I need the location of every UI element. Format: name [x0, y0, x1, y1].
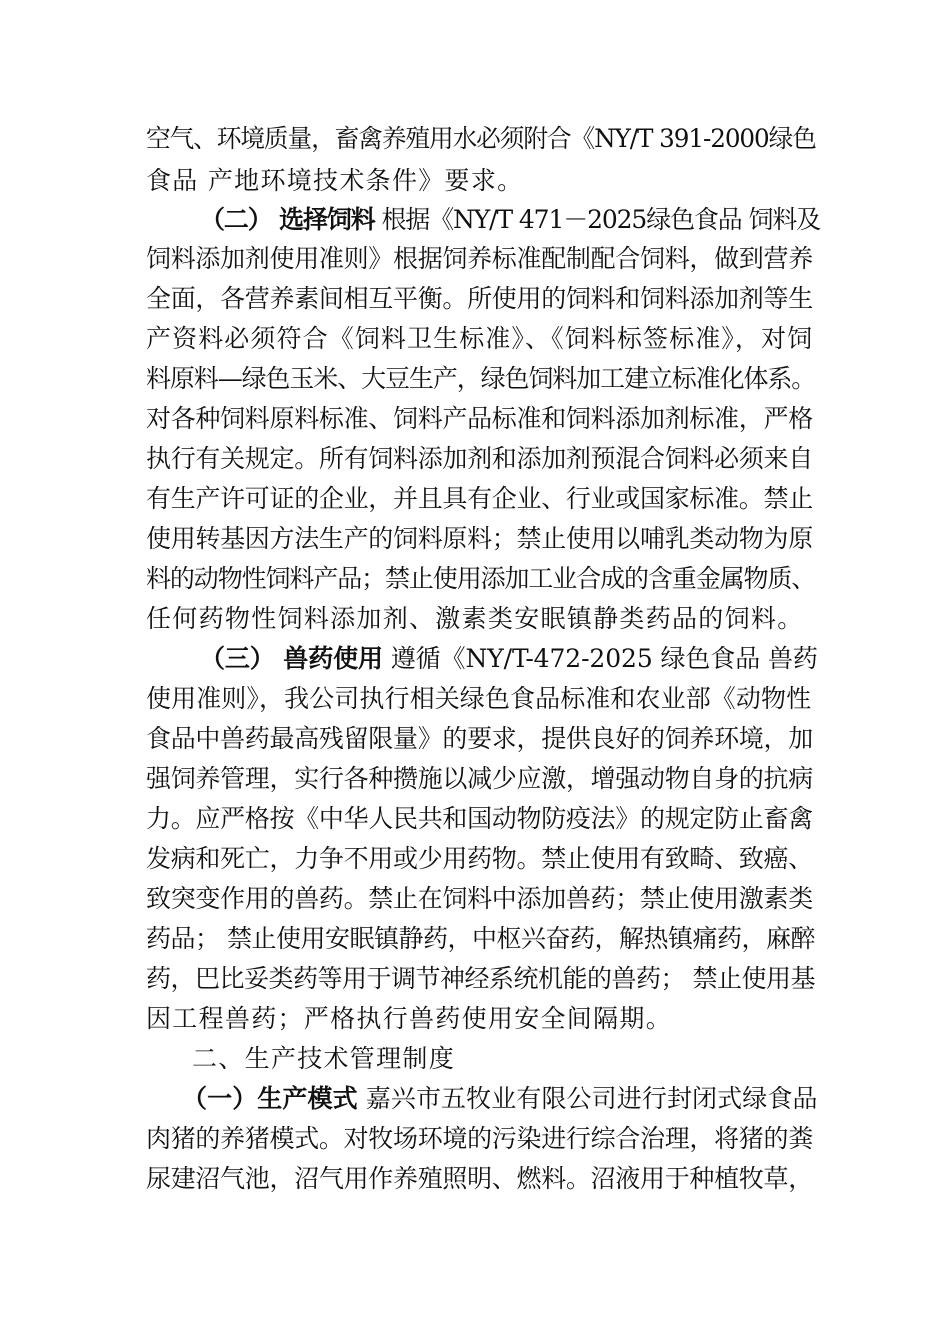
text-line-20: 致突变作用的兽药。禁止在饲料中添加兽药；禁止使用激素类	[146, 884, 813, 913]
text-line-2: 食品 产地环境技术条件》要求。	[146, 166, 524, 195]
text-line-11: 使用转基因方法生产的饲料原料；禁止使用以哺乳类动物为原	[146, 524, 813, 553]
text-line-7: 料原料—绿色玉米、大豆生产，绿色饲料加工建立标准化体系。	[146, 364, 816, 393]
heading-vet-drug-use: （三） 兽药使用	[200, 644, 383, 673]
text-line-22: 药，巴比妥类药等用于调节神经系统机能的兽药； 禁止使用基	[146, 964, 815, 993]
text-line-8: 对各种饲料原料标准、饲料产品标准和饲料添加剂标准，严格	[146, 404, 813, 433]
text-line-13: 任何药物性饲料添加剂、激素类安眠镇静类药品的饲料。	[146, 604, 804, 633]
text-line-5: 全面，各营养素间相互平衡。所使用的饲料和饲料添加剂等生	[146, 284, 813, 313]
text-line-4: 饲料添加剂使用准则》根据饲养标准配制配合饲料，做到营养	[146, 244, 813, 273]
text-line-15: 使用准则》，我公司执行相关绿色食品标准和农业部《动物性	[146, 684, 812, 713]
text-line-26: 尿建沼气池，沼气用作养殖照明、燃料。沼液用于种植牧草，	[146, 1164, 813, 1193]
text-line-6: 产资料必须符合《饲料卫生标准》、《饲料标签标准》，对饲	[146, 324, 814, 353]
text-line-18: 力。应严格按《中华人民共和国动物防疫法》的规定防止畜禽	[146, 804, 813, 833]
text-line-21: 药品； 禁止使用安眠镇静药，中枢兴奋药，解热镇痛药，麻醉	[146, 924, 815, 953]
paragraph-mode-first-line: （一）生产模式 嘉兴市五牧业有限公司进行封闭式绿食品	[182, 1084, 818, 1113]
text-line-17: 强饲养管理，实行各种攒施以减少应激，增强动物自身的抗病	[146, 764, 813, 793]
text-line-25: 肉猪的养猪模式。对牧场环境的污染进行综合治理，将猪的粪	[146, 1124, 813, 1153]
text-line-16: 食品中兽药最高残留限量》的要求，提供良好的饲养环境，加	[146, 724, 813, 753]
paragraph-vet-first-line: （三） 兽药使用 遵循《NY/T-472-2025 绿色食品 兽药	[200, 644, 818, 673]
text-line-10: 有生产许可证的企业，并且具有企业、行业或国家标准。禁止	[146, 484, 813, 513]
paragraph-feed-first-line: （二） 选择饲料 根据《NY/T 471－2025绿色食品 饲料及	[200, 205, 821, 234]
text-line-9: 执行有关规定。所有饲料添加剂和添加剂预混合饲料必须来自	[146, 444, 813, 473]
heading-production-mode: （一）生产模式	[182, 1084, 358, 1113]
heading-select-feed: （二） 选择饲料	[200, 205, 375, 234]
text-line-12: 料的动物性饲料产品；禁止使用添加工业合成的含重金属物质、	[146, 564, 816, 593]
text-line-19: 发病和死亡，力争不用或少用药物。禁止使用有致畸、致癌、	[146, 844, 813, 873]
text-line-23: 因工程兽药；严格执行兽药使用安全间隔期。	[146, 1004, 673, 1033]
section-heading-production-management: 二、生产技术管理制度	[192, 1044, 456, 1073]
text-line-1: 空气、环境质量，畜禽养殖用水必须附合《NY/T 391-2000绿色	[146, 124, 816, 153]
